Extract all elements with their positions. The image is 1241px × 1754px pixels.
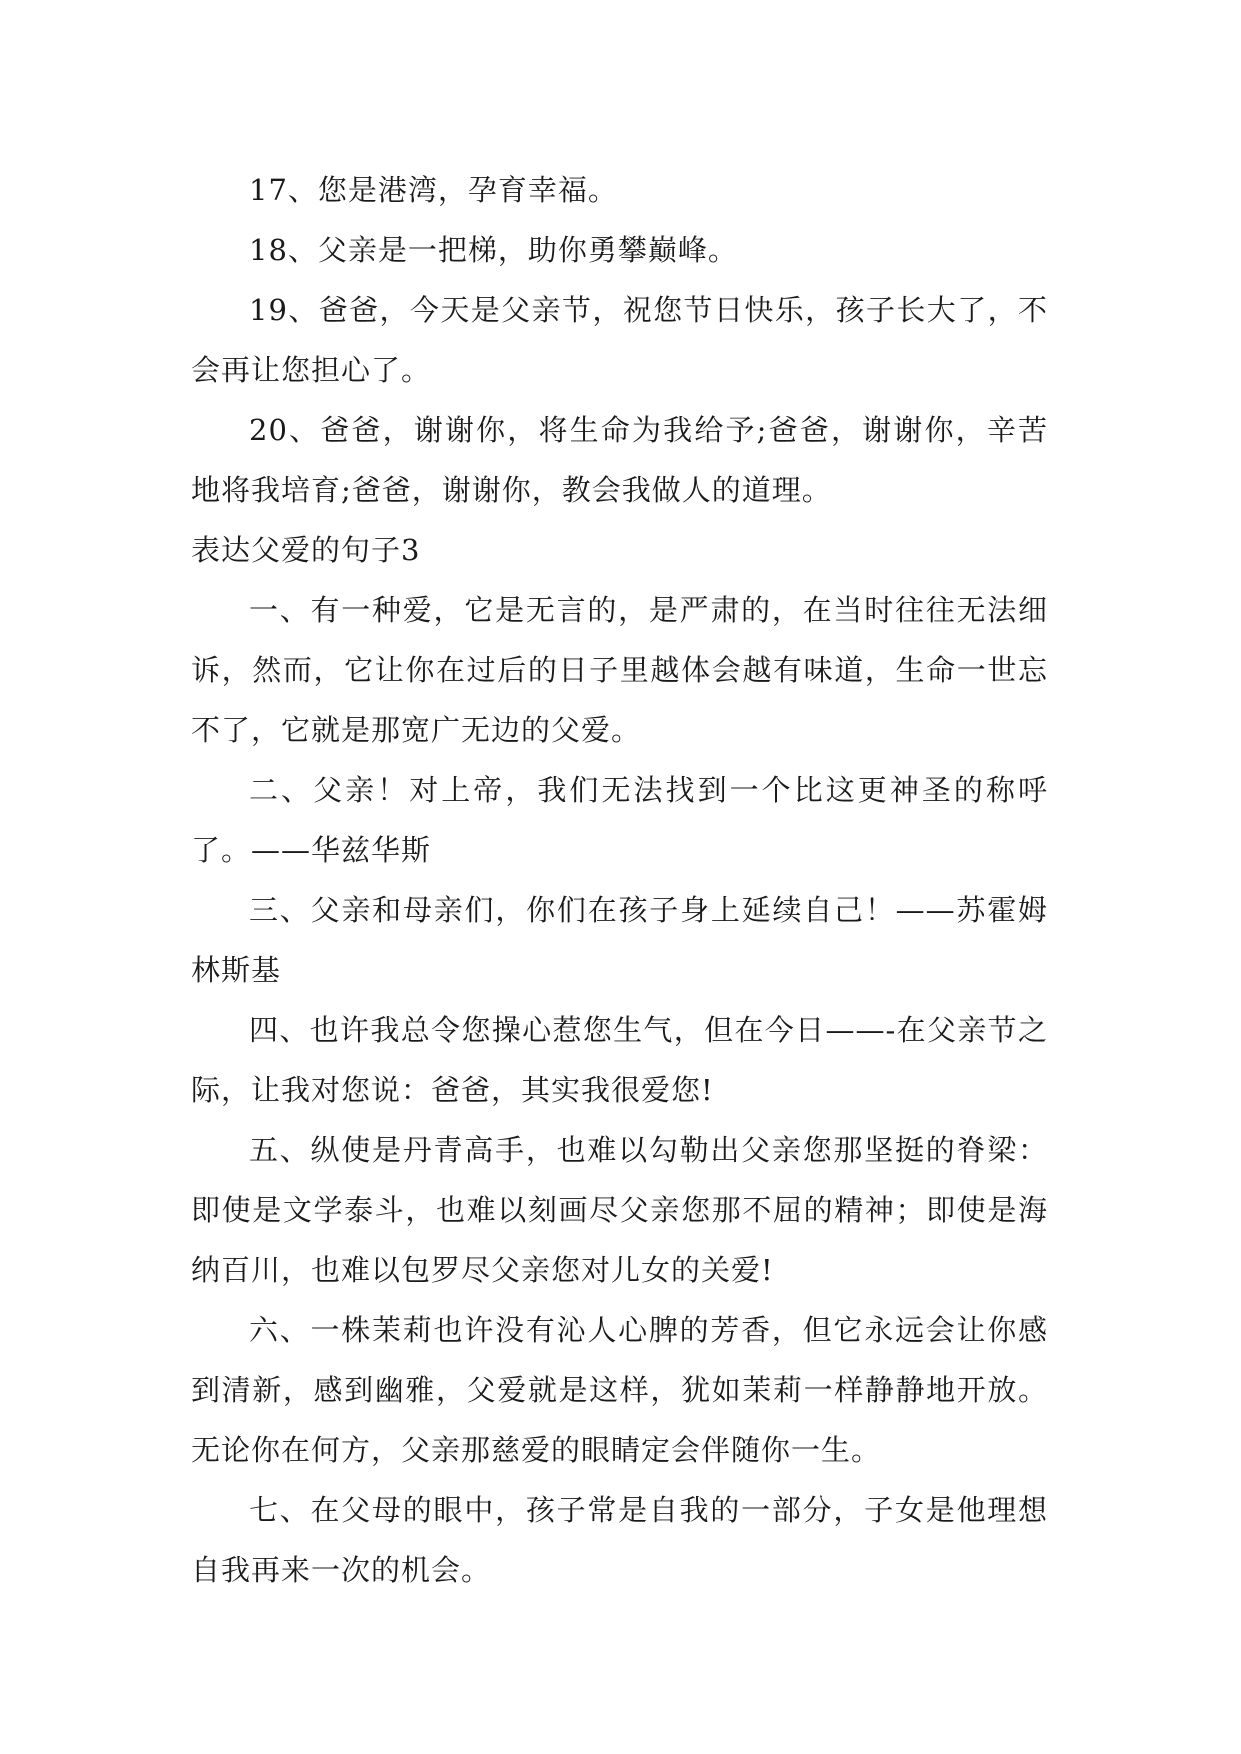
paragraph-six: 六、一株茉莉也许没有沁人心脾的芳香，但它永远会让你感到清新，感到幽雅，父爱就是这样，犹如茉莉一样静静地开放。无论你在何方，父亲那慈爱的眼睛定会伴随你一生。 xyxy=(191,1313,1048,1467)
paragraph-18: 18、父亲是一把梯，助你勇攀巅峰。 xyxy=(249,233,738,267)
paragraph-19: 19、爸爸，今天是父亲节，祝您节日快乐，孩子长大了，不会再让您担心了。 xyxy=(191,293,1048,387)
paragraph-20: 20、爸爸，谢谢你，将生命为我给予;爸爸，谢谢你，辛苦地将我培育;爸爸，谢谢你，教会我做人的道理。 xyxy=(191,413,1048,507)
section-heading: 表达父爱的句子3 xyxy=(191,533,421,567)
paragraph-four: 四、也许我总令您操心惹您生气，但在今日——-在父亲节之际，让我对您说：爸爸，其实我很爱您! xyxy=(191,1013,1048,1107)
paragraph-three: 三、父亲和母亲们，你们在孩子身上延续自己！——苏霍姆林斯基 xyxy=(191,893,1048,987)
document-body xyxy=(191,160,1048,1600)
paragraph-one: 一、有一种爱，它是无言的，是严肃的，在当时往往无法细诉，然而，它让你在过后的日子里越体会越有味道，生命一世忘不了，它就是那宽广无边的父爱。 xyxy=(191,593,1048,747)
paragraph-two: 二、父亲！对上帝，我们无法找到一个比这更神圣的称呼了。——华兹华斯 xyxy=(191,773,1048,867)
paragraph-five: 五、纵使是丹青高手，也难以勾勒出父亲您那坚挺的脊梁：即使是文学泰斗，也难以刻画尽父亲您那不屈的精神；即使是海纳百川，也难以包罗尽父亲您对儿女的关爱! xyxy=(191,1133,1048,1287)
paragraph-seven: 七、在父母的眼中，孩子常是自我的一部分，子女是他理想自我再来一次的机会。 xyxy=(191,1493,1048,1587)
paragraph-17: 17、您是港湾，孕育幸福。 xyxy=(249,173,618,207)
